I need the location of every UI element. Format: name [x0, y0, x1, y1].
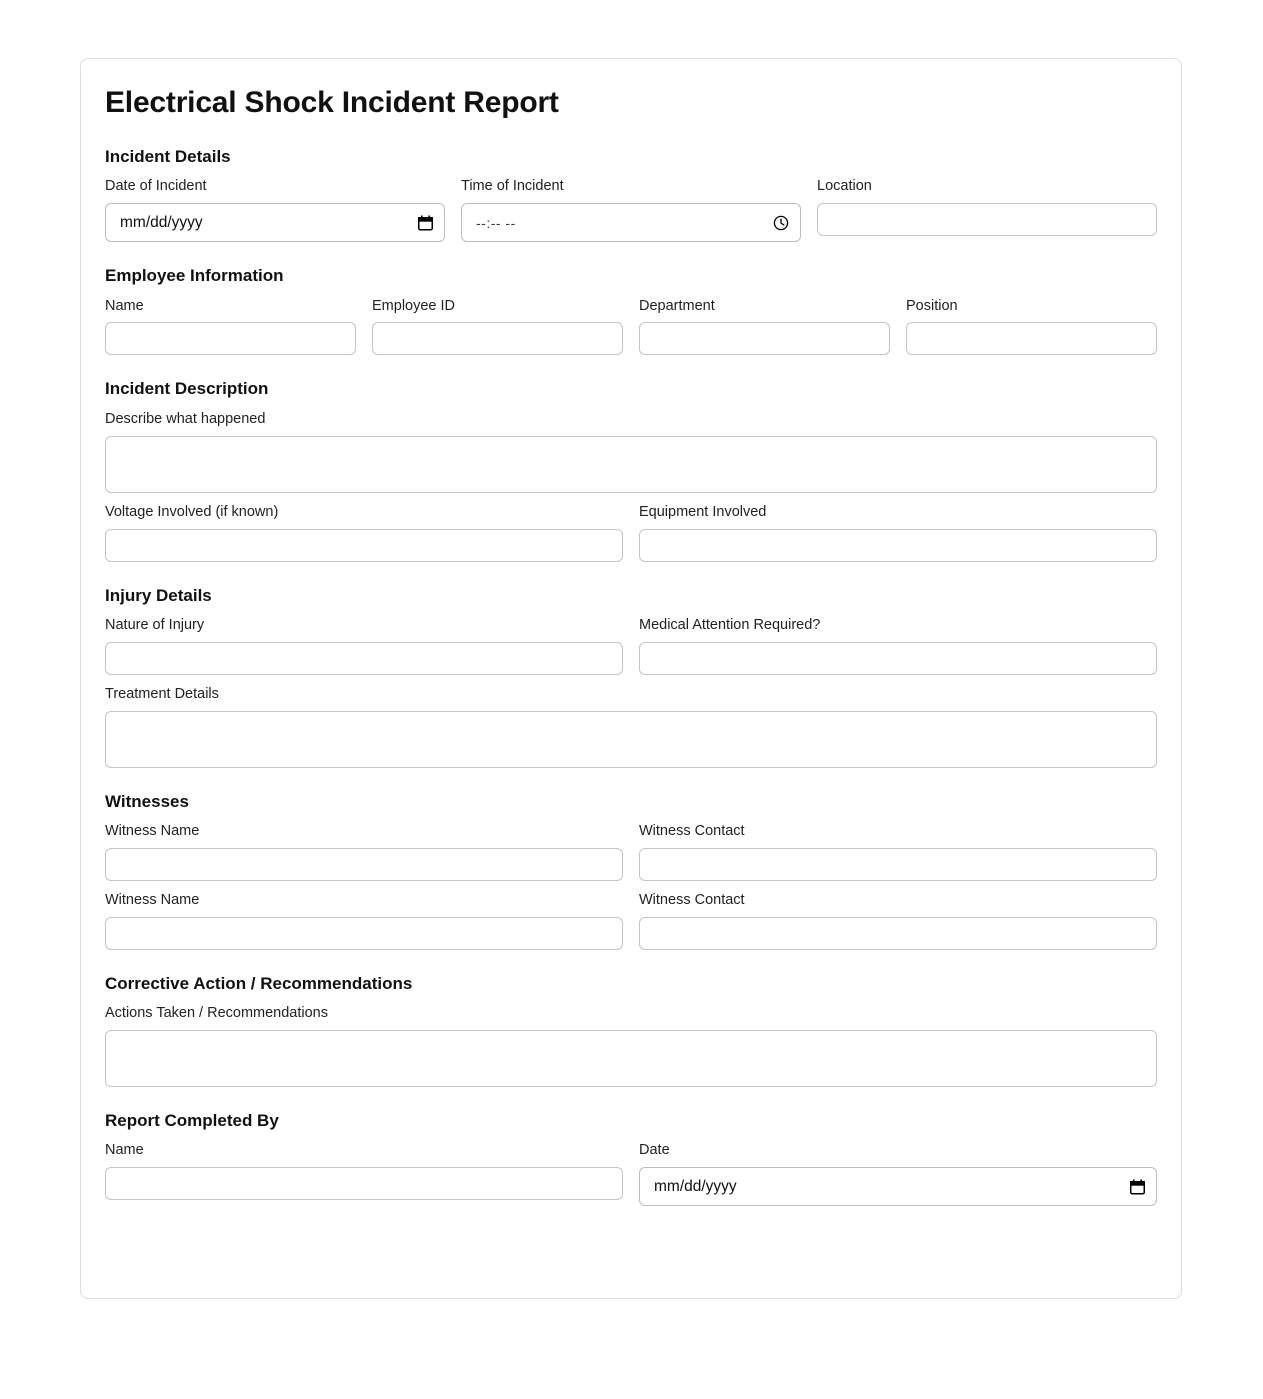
field-label: Name: [105, 297, 144, 314]
field-date-of-incident: [105, 177, 445, 242]
field-label: Date: [639, 1142, 670, 1159]
section-heading: Incident Details: [105, 147, 231, 166]
field-name: [105, 1141, 623, 1206]
text-input-location[interactable]: [817, 203, 1157, 236]
field-label: Witness Contact: [639, 891, 745, 908]
field-department: [639, 297, 890, 356]
field-date: [639, 1141, 1157, 1206]
text-input-name[interactable]: [105, 322, 356, 355]
field-medical-attention-required: [639, 616, 1157, 675]
text-input-position[interactable]: [906, 322, 1157, 355]
field-row: [105, 177, 1157, 242]
field-row: [105, 503, 1157, 562]
input-placeholder: --:-- --: [476, 214, 516, 231]
text-input-equipment-involved[interactable]: [639, 529, 1157, 562]
field-label: Actions Taken / Recommendations: [105, 1005, 328, 1022]
field-treatment-details: [105, 685, 1157, 768]
section-heading: Corrective Action / Recommendations: [105, 973, 413, 993]
page-title: Electrical Shock Incident Report: [105, 86, 559, 119]
calendar-icon[interactable]: [1128, 1178, 1146, 1196]
field-label: Witness Name: [105, 823, 200, 840]
section-heading: Incident Description: [105, 379, 269, 399]
field-label: Describe what happened: [105, 410, 266, 427]
textarea-actions-taken-recommendations[interactable]: [105, 1030, 1157, 1087]
field-label: Location: [817, 178, 872, 195]
form-sections: [105, 147, 1157, 1206]
field-label: Position: [906, 297, 958, 314]
field-row: [105, 297, 1157, 356]
field-actions-taken-recommendations: [105, 1004, 1157, 1087]
text-input-name[interactable]: [105, 1167, 623, 1200]
date-input-date[interactable]: [639, 1167, 1157, 1206]
field-time-of-incident: [461, 177, 801, 242]
text-input-department[interactable]: [639, 322, 890, 355]
field-row: [105, 822, 1157, 881]
field-witness-name: [105, 891, 623, 950]
field-equipment-involved: [639, 503, 1157, 562]
text-input-witness-contact[interactable]: [639, 848, 1157, 881]
field-row: [105, 685, 1157, 768]
field-row: [105, 616, 1157, 675]
form-body: [105, 59, 1157, 1206]
field-label: Employee ID: [372, 297, 456, 314]
text-input-witness-name[interactable]: [105, 848, 623, 881]
section-employee-information: [105, 266, 1157, 355]
field-label: Name: [105, 1142, 144, 1159]
field-witness-contact: [639, 891, 1157, 950]
text-input-nature-of-injury[interactable]: [105, 642, 623, 675]
field-witness-name: [105, 822, 623, 881]
field-label: Medical Attention Required?: [639, 616, 821, 633]
calendar-icon[interactable]: [416, 214, 434, 232]
text-input-medical-attention-required[interactable]: [639, 642, 1157, 675]
text-input-witness-contact[interactable]: [639, 917, 1157, 950]
text-input-employee-id[interactable]: [372, 322, 623, 355]
field-employee-id: [372, 297, 623, 356]
section-heading: Employee Information: [105, 266, 284, 286]
field-label: Voltage Involved (if known): [105, 503, 279, 520]
field-voltage-involved-if-known: [105, 503, 623, 562]
field-label: Treatment Details: [105, 685, 219, 702]
clock-icon[interactable]: [772, 214, 790, 232]
report-card: [80, 58, 1182, 1299]
section-heading: Witnesses: [105, 791, 189, 811]
field-label: Witness Name: [105, 891, 200, 908]
section-corrective-action-recommendations: [105, 974, 1157, 1087]
field-label: Date of Incident: [105, 178, 207, 195]
textarea-treatment-details[interactable]: [105, 711, 1157, 768]
field-label: Time of Incident: [461, 178, 564, 195]
field-label: Nature of Injury: [105, 616, 205, 633]
section-injury-details: [105, 586, 1157, 768]
field-describe-what-happened: [105, 410, 1157, 493]
text-input-witness-name[interactable]: [105, 917, 623, 950]
section-heading: Report Completed By: [105, 1110, 279, 1130]
time-input-time-of-incident[interactable]: [461, 203, 801, 242]
field-label: Witness Contact: [639, 823, 745, 840]
field-nature-of-injury: [105, 616, 623, 675]
section-witnesses: [105, 792, 1157, 950]
section-incident-description: [105, 379, 1157, 561]
field-label: Department: [639, 297, 715, 314]
field-row: [105, 1004, 1157, 1087]
text-input-voltage-involved-if-known[interactable]: [105, 529, 623, 562]
textarea-describe-what-happened[interactable]: [105, 436, 1157, 493]
field-location: [817, 177, 1157, 242]
field-row: [105, 891, 1157, 950]
section-report-completed-by: [105, 1111, 1157, 1206]
input-placeholder: mm/dd/yyyy: [120, 213, 203, 231]
section-incident-details: [105, 147, 1157, 242]
field-witness-contact: [639, 822, 1157, 881]
field-row: [105, 1141, 1157, 1206]
field-name: [105, 297, 356, 356]
date-input-date-of-incident[interactable]: [105, 203, 445, 242]
input-placeholder: mm/dd/yyyy: [654, 1177, 737, 1195]
field-row: [105, 410, 1157, 493]
section-heading: Injury Details: [105, 585, 212, 605]
field-position: [906, 297, 1157, 356]
field-label: Equipment Involved: [639, 503, 767, 520]
